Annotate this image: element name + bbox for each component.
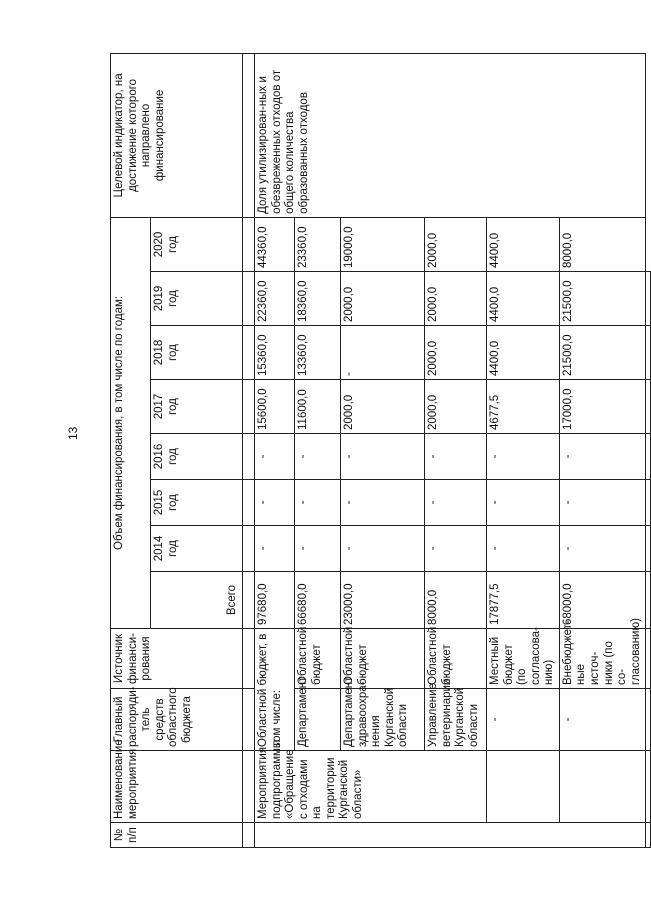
year-value: 13360,0: [295, 326, 341, 380]
year-value: -: [425, 480, 487, 526]
manager-cell: -: [487, 689, 560, 751]
summary-year-value: 15360,0: [255, 326, 295, 380]
year-value: -: [559, 434, 645, 480]
year-value: -: [559, 526, 645, 572]
year-value: 21500,0: [559, 272, 645, 326]
year-value: 21500,0: [559, 326, 645, 380]
header-volume: Объем финансирования, в том числе по годам:: [111, 217, 151, 628]
manager-cell: -: [559, 689, 645, 751]
spacer-row: [243, 53, 255, 847]
year-value: -: [295, 480, 341, 526]
manager-cell: Департамент здравоохра-нения Курганской области: [341, 689, 425, 751]
header-row-1: [111, 53, 151, 847]
row-number-cell: [255, 823, 646, 848]
total-cell: 66680,0: [295, 572, 341, 629]
year-value: -: [487, 480, 560, 526]
source-cell: Местный бюджет (по согласова-нию): [487, 629, 560, 689]
year-value: 17000,0: [559, 380, 645, 434]
summary-year-value: 44360,0: [255, 217, 295, 271]
page-number: 13: [66, 426, 80, 440]
year-value: 2000,0: [341, 380, 425, 434]
summary-year-value: -: [255, 434, 295, 480]
summary-year-value: -: [255, 526, 295, 572]
header-year: 2020 год: [151, 217, 243, 271]
summary-year-value: 22360,0: [255, 272, 295, 326]
year-value: -: [341, 434, 425, 480]
header-indicator: Целевой индикатор, на достижение которого направлено финансирование: [111, 53, 243, 217]
year-value: -: [295, 434, 341, 480]
total-cell: 68000,0: [559, 572, 645, 629]
year-value: 2000,0: [425, 272, 487, 326]
year-value: -: [341, 526, 425, 572]
header-year: 2014 год: [151, 526, 243, 572]
event-name: Мероприятия подпрограммы «Обращение с отходами на территории Курганской области»: [255, 751, 487, 823]
year-value: 2000,0: [341, 272, 425, 326]
event-empty-cell: [487, 751, 560, 823]
total-cell: 17877,5: [487, 572, 560, 629]
summary-row: [255, 53, 295, 847]
year-value: -: [341, 326, 425, 380]
year-value: -: [487, 434, 560, 480]
manager-cell: Департамент: [295, 689, 341, 751]
summary-year-value: 15600,0: [255, 380, 295, 434]
year-value: 2000,0: [425, 217, 487, 271]
manager-cell: Управление ветеринарии Курганской области: [425, 689, 487, 751]
header-year: 2015 год: [151, 480, 243, 526]
year-value: -: [559, 480, 645, 526]
year-value: -: [425, 526, 487, 572]
summary-label: Областной бюджет, в том числе:: [255, 629, 295, 751]
blank-row: [646, 53, 651, 847]
year-value: 4400,0: [487, 217, 560, 271]
source-cell: Областной бюджет: [425, 629, 487, 689]
rotated-table-container: [110, 54, 642, 848]
financing-table: [110, 53, 651, 848]
header-year: 2018 год: [151, 326, 243, 380]
year-value: 2000,0: [425, 326, 487, 380]
header-source: Источник финанси-рования: [111, 629, 243, 689]
event-empty-cell: [559, 751, 645, 823]
header-year: 2019 год: [151, 272, 243, 326]
summary-total: 97680,0: [255, 572, 295, 629]
source-cell: Областной бюджет: [341, 629, 425, 689]
header-year: 2017 год: [151, 380, 243, 434]
header-total: Всего: [151, 572, 243, 629]
header-num: № п/п: [111, 823, 243, 848]
year-value: -: [295, 526, 341, 572]
year-value: -: [487, 526, 560, 572]
indicator-text: Доля утилизирован-ных и обезвреженных отходов от общего количества образованных отходов: [255, 53, 646, 217]
header-year: 2016 год: [151, 434, 243, 480]
year-value: 8000,0: [559, 217, 645, 271]
year-value: 23360,0: [295, 217, 341, 271]
source-cell: Внебюджет-ные источ-ники (по со-гласованию): [559, 629, 645, 689]
year-value: -: [425, 434, 487, 480]
total-cell: 8000,0: [425, 572, 487, 629]
year-value: 4400,0: [487, 272, 560, 326]
year-value: 11600,0: [295, 380, 341, 434]
summary-year-value: -: [255, 480, 295, 526]
header-event: Наименование мероприятия: [111, 751, 243, 823]
year-value: 4400,0: [487, 326, 560, 380]
source-cell: Областной бюджет: [295, 629, 341, 689]
year-value: 2000,0: [425, 380, 487, 434]
year-value: -: [341, 480, 425, 526]
header-manager: Главный распоряди-тель средств областного бюджета: [111, 689, 243, 751]
year-value: 19000,0: [341, 217, 425, 271]
year-value: 18360,0: [295, 272, 341, 326]
year-value: 4677,5: [487, 380, 560, 434]
total-cell: 23000,0: [341, 572, 425, 629]
